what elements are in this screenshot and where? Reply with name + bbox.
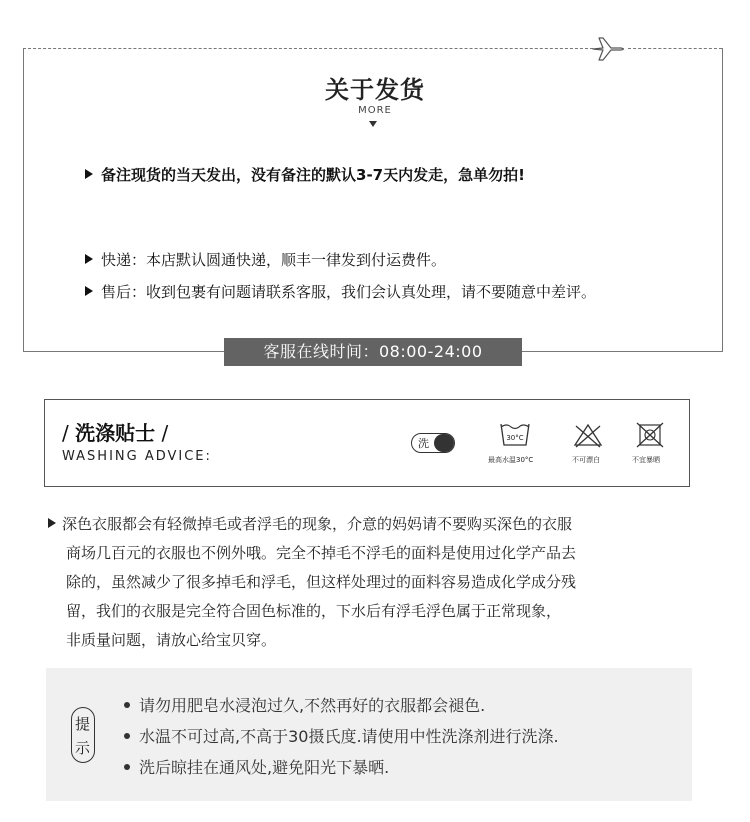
no-bleach-icon [571,421,605,449]
slash: / [62,421,76,445]
tip-item [124,721,559,752]
airplane-icon [591,34,627,64]
lint-notice-paragraph [48,510,708,655]
paragraph-line: 非质量问题，请放心给宝贝穿。 [66,631,277,649]
tip-text: 洗后晾挂在通风处,避免阳光下暴晒. [139,758,390,777]
tip-item [124,690,559,721]
triangle-bullet-icon [85,169,93,179]
no-sun-dry-label: 不宜暴晒 [632,456,660,464]
triangle-bullet-icon [85,254,93,264]
bullet-dot-icon [124,764,130,770]
after-sale-text: 售后：收到包裹有问题请联系客服，我们会认真处理，请不要随意中差评。 [101,283,597,301]
dashed-divider [23,48,593,49]
caret-down-icon [369,121,377,127]
svg-text:30°C: 30°C [506,434,524,442]
bullet-dot-icon [124,733,130,739]
no-bleach-label: 不可漂白 [572,456,600,464]
triangle-bullet-icon [48,518,56,528]
washing-subtitle: WASHING ADVICE: [62,449,212,464]
express-text: 快递：本店默认圆通快递，顺丰一律发到付运费件。 [101,251,447,269]
shipping-title: 关于发货 [325,76,425,104]
tips-badge-char: 示 [74,739,90,757]
paragraph-line: 除的，虽然减少了很多掉毛和浮毛，但这样处理过的面料容易造成化学成分残 [66,573,577,591]
dashed-divider-right [628,48,722,49]
service-hours-banner: 客服在线时间：08:00-24:00 [224,338,522,366]
triangle-bullet-icon [85,286,93,296]
slash: / [155,421,169,445]
shipping-note-text: 备注现货的当天发出，没有备注的默认3-7天内发走，急单勿拍! [101,166,525,184]
max-30c-label: 最高水温30°C [488,456,534,464]
washing-title-text: 洗涤贴士 [75,421,156,445]
no-sun-dry-icon [633,421,667,449]
tip-text: 水温不可过高,不高于30摄氏度.请使用中性洗涤剂进行洗涤. [139,727,559,746]
washing-title [62,417,168,446]
shipping-note [85,164,525,185]
paragraph-line: 留，我们的衣服是完全符合固色标准的，下水后有浮毛浮色属于正常现象， [66,602,562,620]
tips-badge [71,707,95,763]
after-sale-line [85,281,596,302]
paragraph-line [48,510,708,539]
tips-list [124,690,559,783]
wash-toggle-label: 洗 [418,437,429,450]
express-line [85,249,446,270]
bullet-dot-icon [124,702,130,708]
paragraph-line: 商场几百元的衣服也不例外哦。完全不掉毛不浮毛的面料是使用过化学产品去 [66,544,577,562]
max-30c-wash-icon [498,421,532,449]
shipping-subtitle: MORE [358,105,392,116]
tip-item [124,752,559,783]
tip-text: 请勿用肥皂水浸泡过久,不然再好的衣服都会褪色. [139,696,486,715]
tips-badge-char: 提 [74,715,90,733]
paragraph-line-text: 深色衣服都会有轻微掉毛或者浮毛的现象，介意的妈妈请不要购买深色的衣服 [62,515,573,533]
toggle-knob [434,434,454,452]
